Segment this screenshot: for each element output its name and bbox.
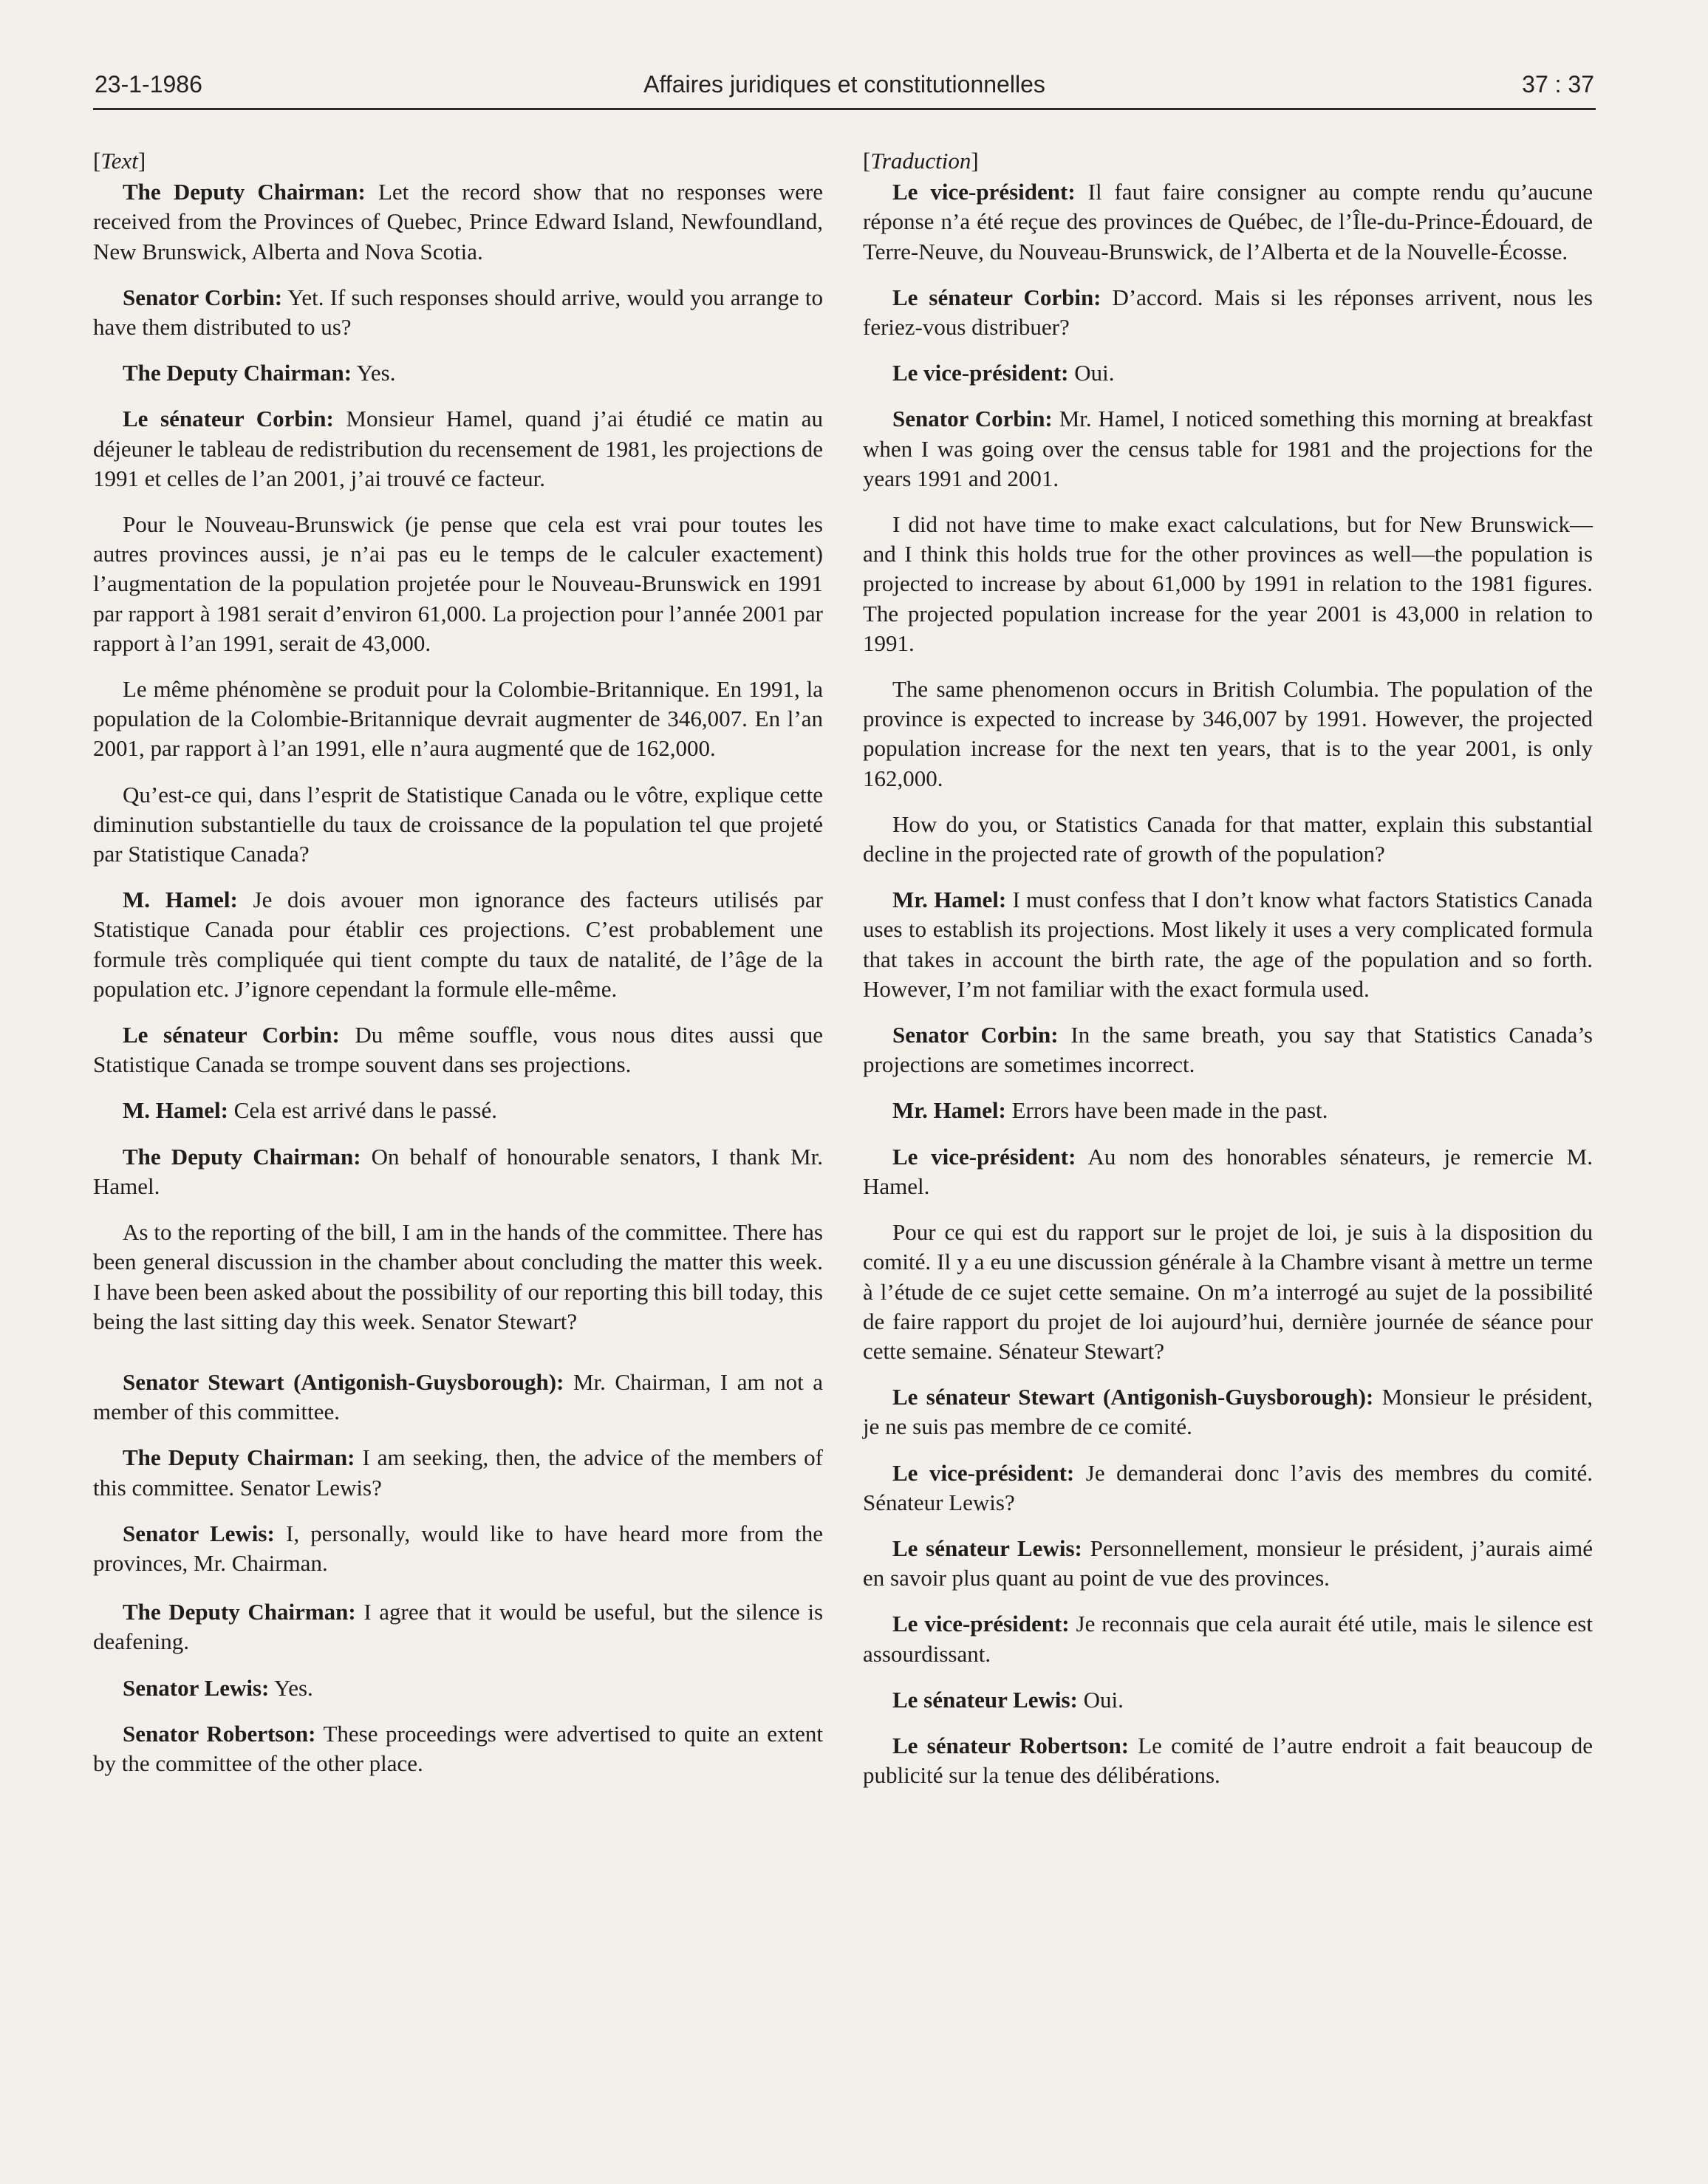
paragraph: Le vice-président: Je reconnais que cela aurait été utile, mais le silence est assourdissant. <box>863 1611 1593 1667</box>
paragraph: Le sénateur Robertson: Le comité de l’autre endroit a fait beaucoup de publicité sur la tenue des délibérations. <box>863 1732 1593 1789</box>
paragraph: Senator Robertson: These proceedings were advertised to quite an extent by the committee of the other place. <box>93 1720 823 1776</box>
french-column <box>863 146 1593 1806</box>
paragraph: Le sénateur Stewart (Antigonish-Guysborough): Monsieur le président, je ne suis pas membre de ce comité. <box>863 1384 1593 1440</box>
paragraph: Senator Corbin: Mr. Hamel, I noticed something this morning at breakfast when I was going over the census table for 1981 and the projections for the years 1991 and 2001. <box>863 406 1593 491</box>
page-number: 37 : 37 <box>1522 71 1594 98</box>
paragraph: The Deputy Chairman: I am seeking, then, the advice of the members of this committee. Senator Lewis? <box>93 1444 823 1501</box>
paragraph: Le sénateur Corbin: Du même souffle, vous nous dites aussi que Statistique Canada se trompe souvent dans ses projections. <box>93 1022 824 1078</box>
paragraph: Le vice-président: Au nom des honorables sénateurs, je remercie M. Hamel. <box>863 1143 1593 1199</box>
paragraph: As to the reporting of the bill, I am in the hands of the committee. There has been general discussion in the chamber about concluding the matter this week. I have been been asked about the possibility of our reporting this bill today, this being the last sitting day this week. Senator Stewart? <box>93 1219 823 1334</box>
paragraph: The same phenomenon occurs in British Columbia. The population of the province is expected to increase by 346,007 by 1991. However, the projected population increase for the next ten years, that is to the year 2001, is only 162,000. <box>863 676 1593 791</box>
paragraph: Le vice-président: Je demanderai donc l’avis des membres du comité. Sénateur Lewis? <box>863 1459 1593 1515</box>
paragraph: M. Hamel: Cela est arrivé dans le passé. <box>123 1097 498 1124</box>
paragraph: Le même phénomène se produit pour la Colombie-Britannique. En 1991, la population de la Colombie-Britannique devrait augmenter de 346,007. En l’an 2001, par rapport à l’an 1991, elle n’aura augmenté que de 162,000. <box>93 676 823 762</box>
paragraph: Le sénateur Corbin: D’accord. Mais si les réponses arrivent, nous les feriez-vous distribuer? <box>863 284 1593 341</box>
paragraph: Mr. Hamel: Errors have been made in the past. <box>892 1097 1328 1124</box>
running-header <box>95 71 1594 108</box>
paragraph: How do you, or Statistics Canada for that matter, explain this substantial decline in the projected rate of growth of the population? <box>863 811 1593 867</box>
header-date: 23-1-1986 <box>95 71 202 98</box>
paragraph: Pour ce qui est du rapport sur le projet de loi, je suis à la disposition du comité. Il y a eu une discussion générale à la Chambre visant à mettre un terme à l’étude de ce sujet cette semaine. On m’a interrogé au sujet de la possibilité de faire rapport du projet de loi aujourd’hui, dernière journée de séance pour cette semaine. Sénateur Stewart? <box>863 1219 1593 1364</box>
paragraph: Senator Lewis: I, personally, would like to have heard more from the provinces, Mr. Chairman. <box>93 1520 823 1576</box>
paragraph: Senator Corbin: Yet. If such responses should arrive, would you arrange to have them distributed to us? <box>93 284 823 341</box>
paragraph: Pour le Nouveau-Brunswick (je pense que cela est vrai pour toutes les autres provinces aussi, je n’ai pas eu le temps de le calculer exactement) l’augmentation de la population projetée pour le Nouveau-Brunswick en 1991 par rapport à 1981 serait d’environ 61,000. La projection pour l’année 2001 par rapport à l’an 1991, serait de 43,000. <box>93 511 823 656</box>
paragraph: Qu’est-ce qui, dans l’esprit de Statistique Canada ou le vôtre, explique cette diminution substantielle du taux de croissance de la population tel que projeté par Statistique Canada? <box>93 781 823 867</box>
paragraph: Senator Lewis: Yes. <box>123 1674 313 1701</box>
paragraph: The Deputy Chairman: On behalf of honourable senators, I thank Mr. Hamel. <box>93 1143 824 1199</box>
paragraph: The Deputy Chairman: Let the record show that no responses were received from the Provinces of Quebec, Prince Edward Island, Newfoundland, New Brunswick, Alberta and Nova Scotia. <box>93 179 824 265</box>
paragraph: M. Hamel: Je dois avouer mon ignorance des facteurs utilisés par Statistique Canada pour établir ces projections. C’est probablement une formule très compliquée qui tient compte du taux de natalité, de l’âge de la population etc. J’ignore cependant la formule elle-même. <box>93 887 824 1002</box>
paragraph: Senator Stewart (Antigonish-Guysborough): Mr. Chairman, I am not a member of this committee. <box>93 1368 823 1425</box>
paragraph: Senator Corbin: In the same breath, you say that Statistics Canada’s projections are sometimes incorrect. <box>863 1022 1593 1078</box>
column-tag: [Traduction] <box>863 148 979 174</box>
column-tag: [Text] <box>93 148 146 174</box>
paragraph: Le sénateur Lewis: Personnellement, monsieur le président, j’aurais aimé en savoir plus quant au point de vue des provinces. <box>863 1535 1593 1591</box>
header-rule <box>93 108 1596 110</box>
paragraph: The Deputy Chairman: Yes. <box>123 360 396 386</box>
header-title: Affaires juridiques et constitutionnelles <box>643 71 1045 98</box>
paragraph: The Deputy Chairman: I agree that it would be useful, but the silence is deafening. <box>93 1599 824 1655</box>
paragraph: Le sénateur Corbin: Monsieur Hamel, quand j’ai étudié ce matin au déjeuner le tableau de redistribution du recensement de 1981, les projections de 1991 et celles de l’an 2001, j’ai trouvé ce facteur. <box>93 406 823 491</box>
paragraph: Le vice-président: Il faut faire consigner au compte rendu qu’aucune réponse n’a été reçue des provinces de Québec, de l’Île-du-Prince-Édouard, de Terre-Neuve, du Nouveau-Brunswick, de l’Alberta et de la Nouvelle-Écosse. <box>863 179 1593 265</box>
paragraph: Le vice-président: Oui. <box>892 360 1115 386</box>
english-column <box>93 146 823 1795</box>
paragraph: Le sénateur Lewis: Oui. <box>892 1686 1124 1713</box>
paragraph: Mr. Hamel: I must confess that I don’t know what factors Statistics Canada uses to establish its projections. Most likely it uses a very complicated formula that takes in account the birth rate, the age of the population and so forth. However, I’m not familiar with the exact formula used. <box>863 887 1593 1002</box>
paragraph: I did not have time to make exact calculations, but for New Brunswick—and I think this holds true for the other provinces as well—the population is projected to increase by about 61,000 by 1991 in relation to the 1981 figures. The projected population increase for the year 2001 is 43,000 in relation to 1991. <box>863 511 1593 656</box>
